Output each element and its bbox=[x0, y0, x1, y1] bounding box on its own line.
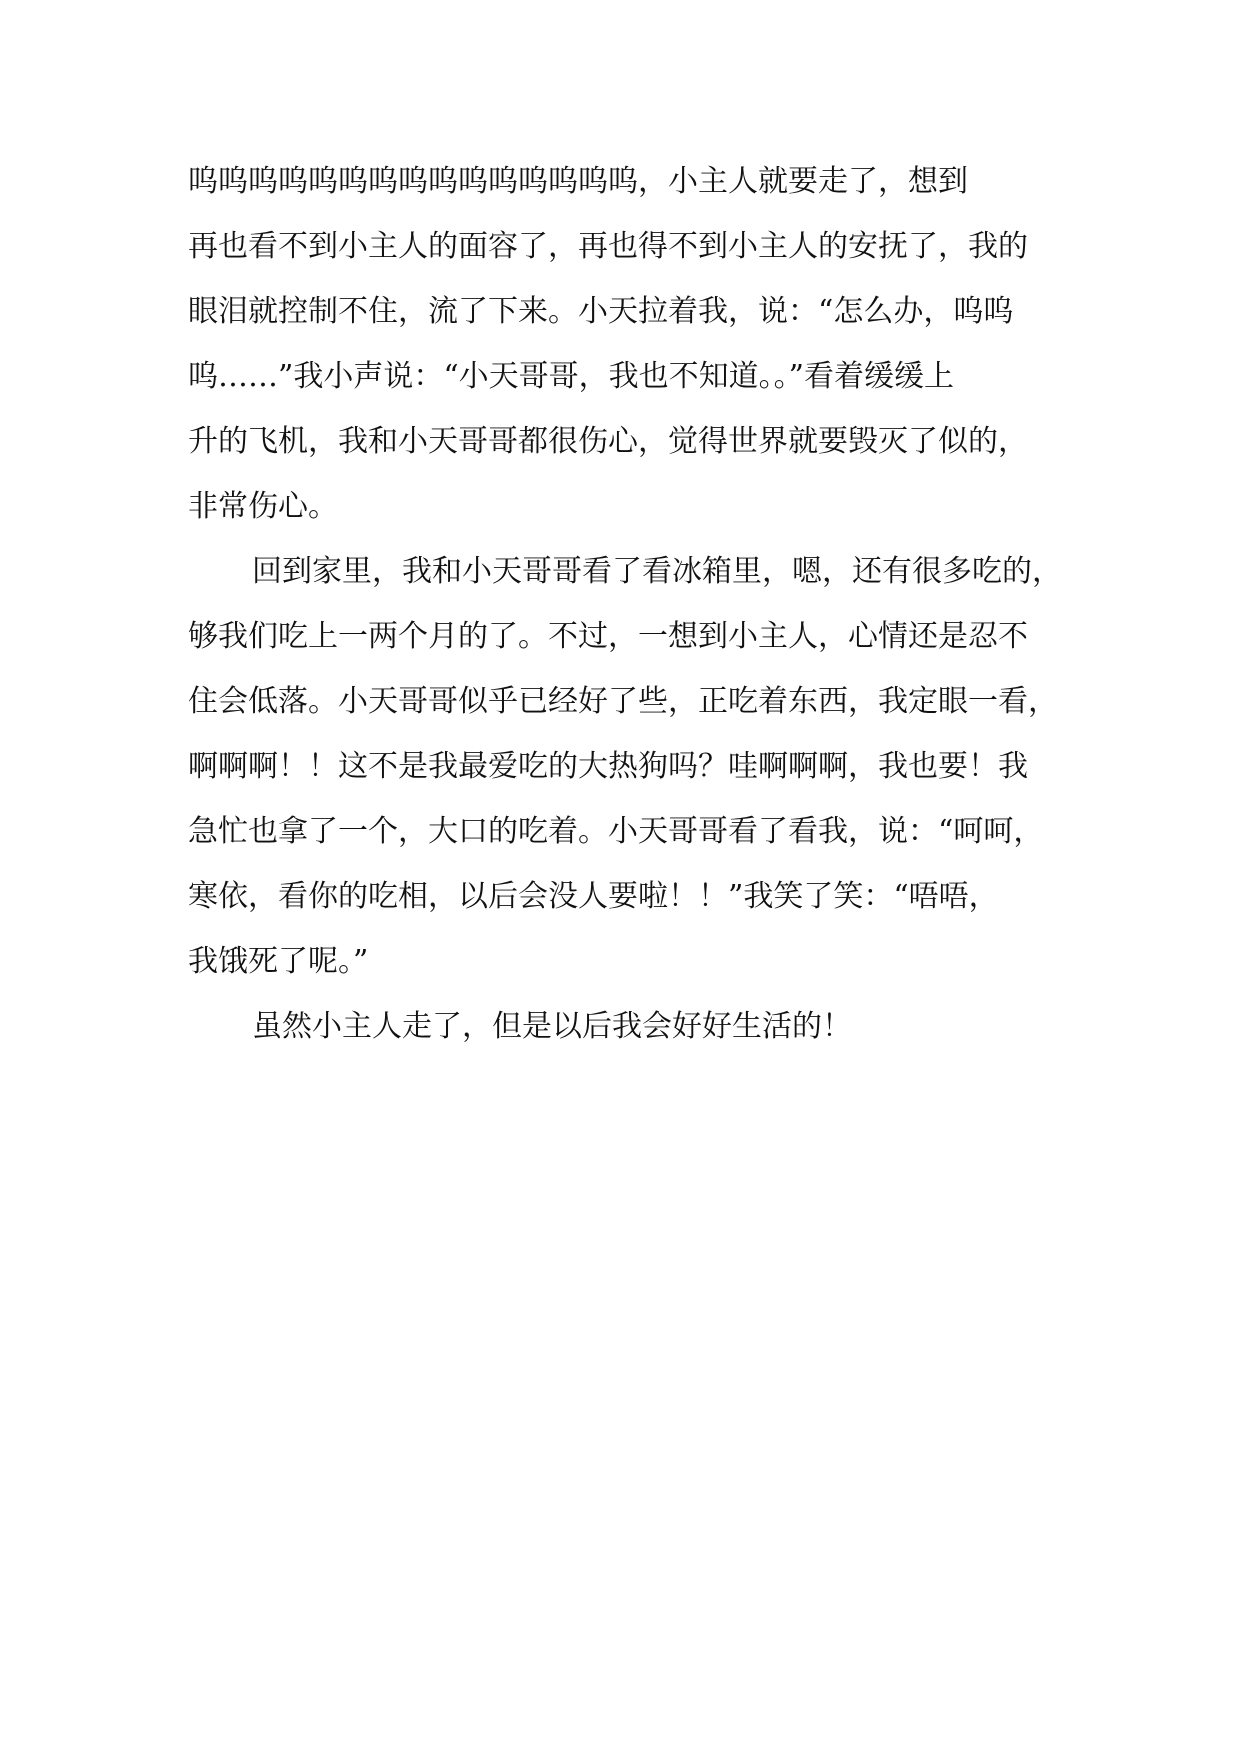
text-line: 虽然小主人走了，但是以后我会好好生活的！ bbox=[252, 1009, 852, 1044]
text-line: 眼泪就控制不住，流了下来。小天拉着我，说：“怎么办，呜呜 bbox=[188, 294, 1014, 329]
paragraph-1 bbox=[188, 160, 1068, 550]
text-line: 再也看不到小主人的面容了，再也得不到小主人的安抚了，我的 bbox=[188, 229, 1028, 264]
text-line: 呜……”我小声说：“小天哥哥，我也不知道。。”看着缓缓上 bbox=[188, 359, 955, 394]
paragraph-3 bbox=[188, 1005, 1068, 1070]
text-line: 升的飞机，我和小天哥哥都很伤心，觉得世界就要毁灭了似的， bbox=[188, 424, 1028, 459]
text-line: 啊啊啊！！这不是我最爱吃的大热狗吗？哇啊啊啊，我也要！我 bbox=[188, 749, 1028, 784]
paragraph-2 bbox=[188, 550, 1068, 1005]
text-line: 寒依，看你的吃相，以后会没人要啦！！”我笑了笑：“唔唔， bbox=[188, 879, 999, 914]
document-body bbox=[188, 160, 1068, 1070]
text-line: 回到家里，我和小天哥哥看了看冰箱里，嗯，还有很多吃的， bbox=[252, 554, 1062, 589]
text-line: 够我们吃上一两个月的了。不过，一想到小主人，心情还是忍不 bbox=[188, 619, 1028, 654]
text-line: 住会低落。小天哥哥似乎已经好了些，正吃着东西，我定眼一看， bbox=[188, 684, 1058, 719]
text-line: 呜呜呜呜呜呜呜呜呜呜呜呜呜呜呜，小主人就要走了，想到 bbox=[188, 164, 968, 199]
text-line: 非常伤心。 bbox=[188, 489, 338, 524]
text-line: 我饿死了呢。” bbox=[188, 944, 369, 979]
text-line: 急忙也拿了一个，大口的吃着。小天哥哥看了看我，说：“呵呵， bbox=[188, 814, 1044, 849]
